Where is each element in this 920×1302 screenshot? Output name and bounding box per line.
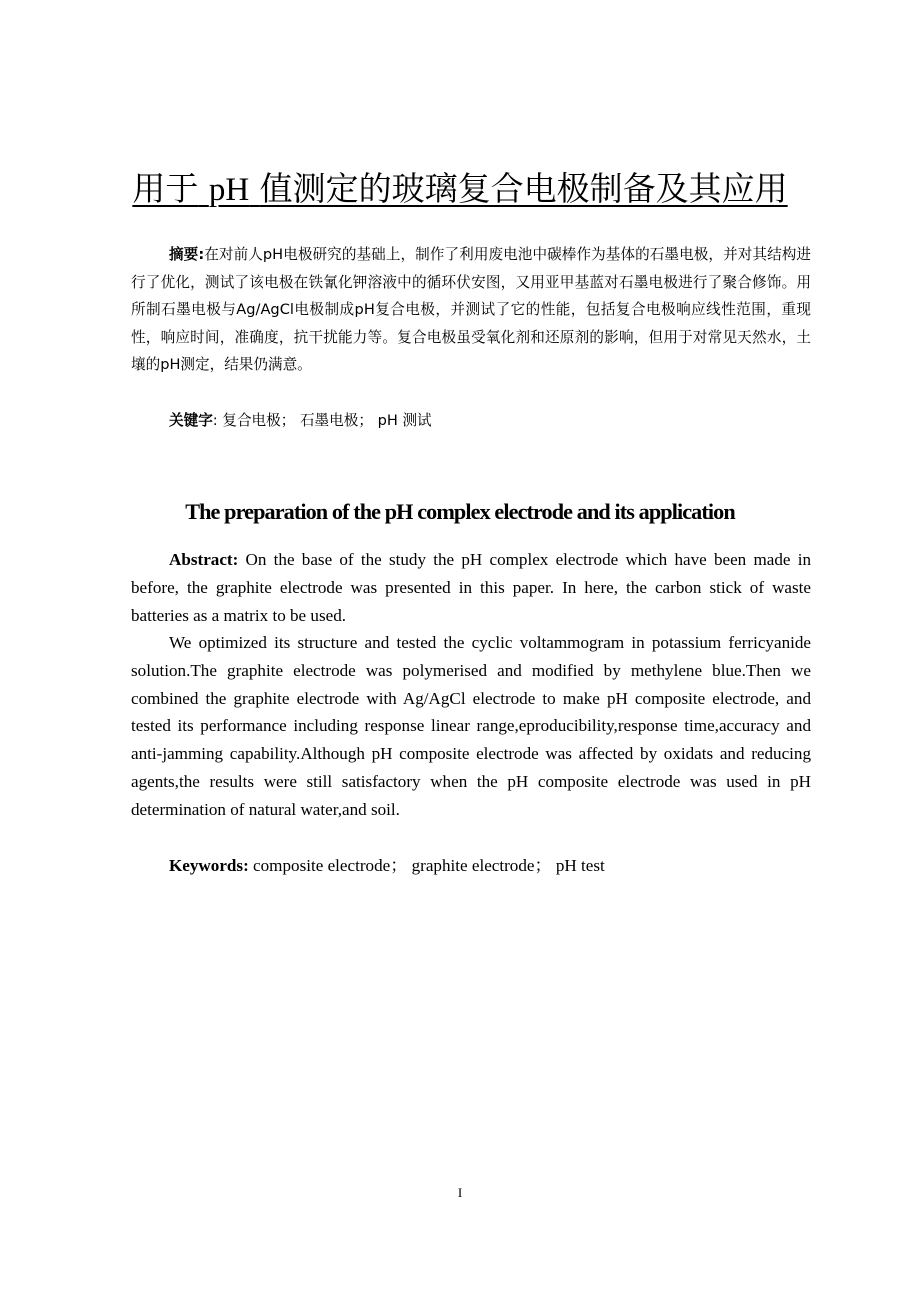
page-number: I (457, 1185, 463, 1200)
english-abstract-paragraph-1 (131, 546, 811, 629)
chinese-keywords-label: 关键字 (169, 412, 213, 429)
english-keywords-label: Keywords: (169, 856, 249, 875)
chinese-keywords-text: : 复合电极； 石墨电极； pH 测试 (212, 412, 432, 429)
english-keywords-text: composite electrode； graphite electrode； pH test (248, 856, 605, 875)
chinese-title-prefix: 用于 (132, 169, 199, 208)
chinese-keywords (169, 409, 432, 433)
english-title: The preparation of the pH complex electrode and its application (185, 499, 735, 524)
english-keywords (169, 853, 605, 879)
chinese-abstract-label: 摘要: (169, 246, 205, 263)
english-abstract-text-1: On the base of the study the pH complex electrode which have been made in before, the graphite electrode was presented in this paper. In here, the carbon stick of waste batteries as a matrix to be used. (131, 550, 811, 625)
english-abstract-paragraph-2: We optimized its structure and tested the cyclic voltammogram in potassium ferricyanide solution.The graphite electrode was polymerised and modified by methylene blue.Then we combined the graphite electrode with Ag/AgCl electrode to make pH composite electrode, and tested its performance including response linear range,eproducibility,response time,accuracy and anti-jamming capability.Although pH composite electrode was affected by oxidats and reducing agents,the results were still satisfactory when the pH composite electrode was used in pH determination of natural water,and soil. (131, 633, 811, 819)
chinese-abstract-text: 在对前人pH电极研究的基础上，制作了利用废电池中碳棒作为基体的石墨电极，并对其结构进行了优化，测试了该电极在铁氰化钾溶液中的循环伏安图，又用亚甲基蓝对石墨电极进行了聚合修饰。用所制石墨电极与Ag/AgCl电极制成pH复合电极，并测试了它的性能，包括复合电极响应线性范围，重现性，响应时间，准确度，抗干扰能力等。复合电极虽受氧化剂和还原剂的影响，但用于对常见天然水，土壤的pH测定，结果仍满意。 (131, 246, 811, 374)
chinese-title-suffix: 值测定的玻璃复合电极制备及其应用 (259, 169, 788, 208)
chinese-title (60, 165, 860, 214)
chinese-title-latin: pH (208, 172, 250, 208)
chinese-abstract (131, 241, 811, 379)
english-abstract-label: Abstract: (169, 550, 239, 569)
